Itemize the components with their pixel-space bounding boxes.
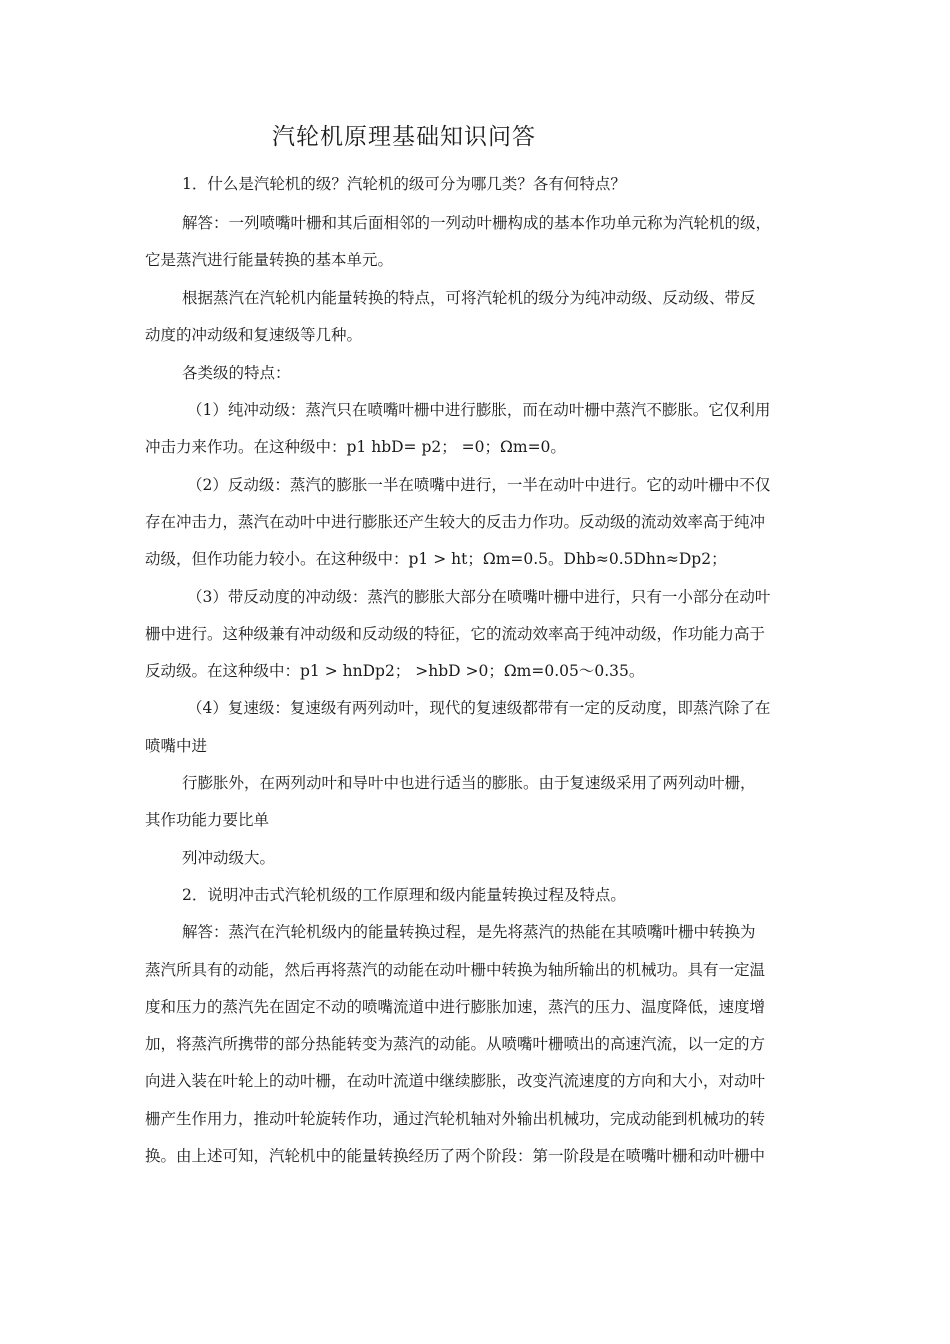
paragraph-line: 列冲动级大。 bbox=[182, 849, 276, 867]
document-title: 汽轮机原理基础知识问答 bbox=[272, 124, 536, 150]
paragraph-line: 解答：一列喷嘴叶栅和其后面相邻的一列动叶栅构成的基本作功单元称为汽轮机的级， bbox=[182, 214, 772, 232]
paragraph-line: 动级，但作功能力较小。在这种级中：p1 > ht；Ωm=0.5。Dhb≈0.5Dhn≈Dp2； bbox=[145, 550, 727, 568]
paragraph-line: 根据蒸汽在汽轮机内能量转换的特点，可将汽轮机的级分为纯冲动级、反动级、带反 bbox=[182, 289, 756, 307]
paragraph-line: 其作功能力要比单 bbox=[145, 811, 270, 829]
paragraph-line: 各类级的特点： bbox=[182, 364, 291, 382]
paragraph-line: 行膨胀外，在两列动叶和导叶中也进行适当的膨胀。由于复速级采用了两列动叶栅， bbox=[182, 774, 756, 792]
paragraph-line: 加，将蒸汽所携带的部分热能转变为蒸汽的动能。从喷嘴叶栅喷出的高速汽流，以一定的方 bbox=[145, 1035, 766, 1053]
paragraph-line: 向进入装在叶轮上的动叶栅，在动叶流道中继续膨胀，改变汽流速度的方向和大小，对动叶 bbox=[145, 1072, 766, 1090]
paragraph-line: 栅中进行。这种级兼有冲动级和反动级的特征，它的流动效率高于纯冲动级，作功能力高于 bbox=[145, 625, 766, 643]
paragraph-line: 栅产生作用力，推动叶轮旋转作功，通过汽轮机轴对外输出机械功，完成动能到机械功的转 bbox=[145, 1110, 766, 1128]
paragraph-line: （4）复速级：复速级有两列动叶，现代的复速级都带有一定的反动度，即蒸汽除了在 bbox=[187, 699, 771, 717]
paragraph-line: 冲击力来作功。在这种级中：p1 hbD= p2； =0；Ωm=0。 bbox=[145, 438, 566, 456]
paragraph-line: 存在冲击力，蒸汽在动叶中进行膨胀还产生较大的反击力作功。反动级的流动效率高于纯冲 bbox=[145, 513, 766, 531]
paragraph-line: （1）纯冲动级：蒸汽只在喷嘴叶栅中进行膨胀，而在动叶栅中蒸汽不膨胀。它仅利用 bbox=[187, 401, 771, 419]
paragraph-line: （2）反动级：蒸汽的膨胀一半在喷嘴中进行，一半在动叶中进行。它的动叶栅中不仅 bbox=[187, 476, 771, 494]
question-1: 1．什么是汽轮机的级？汽轮机的级可分为哪几类？各有何特点？ bbox=[182, 175, 626, 193]
question-2: 2．说明冲击式汽轮机级的工作原理和级内能量转换过程及特点。 bbox=[182, 886, 626, 904]
paragraph-line: 喷嘴中进 bbox=[145, 737, 208, 755]
paragraph-line: 蒸汽所具有的动能，然后再将蒸汽的动能在动叶栅中转换为轴所输出的机械功。具有一定温 bbox=[145, 961, 766, 979]
paragraph-line: 换。由上述可知，汽轮机中的能量转换经历了两个阶段：第一阶段是在喷嘴叶栅和动叶栅中 bbox=[145, 1147, 766, 1165]
paragraph-line: 它是蒸汽进行能量转换的基本单元。 bbox=[145, 251, 394, 269]
paragraph-line: 反动级。在这种级中：p1 > hnDp2； >hbD >0；Ωm=0.05～0.35。 bbox=[145, 662, 645, 680]
paragraph-line: 度和压力的蒸汽先在固定不动的喷嘴流道中进行膨胀加速，蒸汽的压力、温度降低，速度增 bbox=[145, 998, 766, 1016]
paragraph-line: 动度的冲动级和复速级等几种。 bbox=[145, 326, 363, 344]
paragraph-line: 解答：蒸汽在汽轮机级内的能量转换过程，是先将蒸汽的热能在其喷嘴叶栅中转换为 bbox=[182, 923, 756, 941]
paragraph-line: （3）带反动度的冲动级：蒸汽的膨胀大部分在喷嘴叶栅中进行，只有一小部分在动叶 bbox=[187, 588, 771, 606]
